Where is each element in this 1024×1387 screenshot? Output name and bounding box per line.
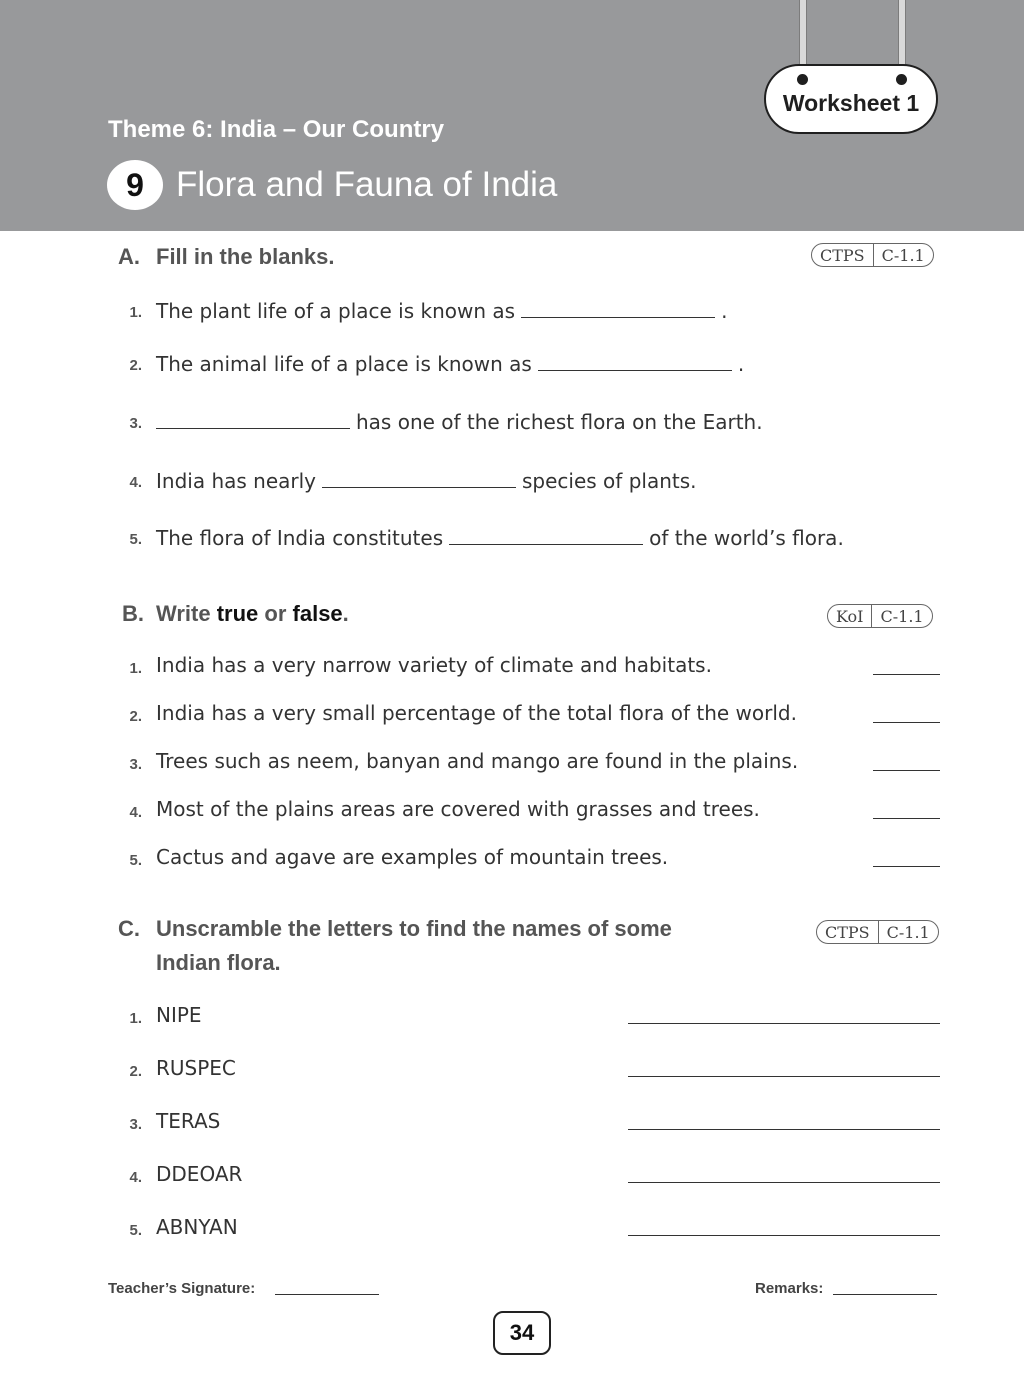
- question-text: has one of the richest flora on the Earth.: [356, 410, 763, 434]
- section-a-title: Fill in the blanks.: [156, 244, 335, 269]
- chapter-number: 9: [107, 160, 163, 210]
- answer-blank[interactable]: [873, 866, 940, 867]
- answer-blank[interactable]: [538, 350, 732, 371]
- title-keyword-false: false: [292, 601, 343, 626]
- title-part: .: [342, 601, 349, 626]
- answer-blank[interactable]: [628, 1235, 940, 1236]
- question-text: .: [721, 299, 728, 323]
- title-part: or: [258, 601, 293, 626]
- question-number: 4.: [129, 804, 142, 821]
- question-text: The animal life of a place is known as: [156, 352, 532, 376]
- fill-question: [156, 297, 727, 323]
- true-false-question: Most of the plains areas are covered with grasses and trees.: [156, 797, 760, 821]
- answer-blank[interactable]: [873, 770, 940, 771]
- question-number: 2.: [129, 357, 142, 374]
- answer-blank[interactable]: [322, 467, 516, 488]
- tag-skill: CTPS: [820, 245, 865, 265]
- question-number: 3.: [129, 415, 142, 432]
- section-c-tag: [816, 920, 939, 944]
- fill-question: [156, 467, 697, 493]
- tag-skill: KoI: [836, 606, 864, 626]
- tag-code: C-1.1: [878, 921, 938, 943]
- answer-blank[interactable]: [449, 524, 643, 545]
- tag-skill: CTPS: [825, 922, 870, 942]
- question-number: 1.: [129, 1010, 142, 1027]
- scrambled-word: DDEOAR: [156, 1162, 243, 1186]
- title-keyword-true: true: [216, 601, 259, 626]
- question-number: 1.: [129, 304, 142, 321]
- question-number: 3.: [129, 1116, 142, 1133]
- scrambled-word: TERAS: [156, 1109, 221, 1133]
- fill-question: [156, 408, 763, 434]
- question-number: 1.: [129, 660, 142, 677]
- section-c-title-line2: Indian flora.: [156, 950, 281, 975]
- question-number: 2.: [129, 1063, 142, 1080]
- answer-blank[interactable]: [628, 1182, 940, 1183]
- fill-question: [156, 524, 844, 550]
- question-number: 4.: [129, 1169, 142, 1186]
- question-text: The flora of India constitutes: [156, 526, 444, 550]
- answer-blank[interactable]: [873, 722, 940, 723]
- question-text: The plant life of a place is known as: [156, 299, 516, 323]
- question-number: 3.: [129, 756, 142, 773]
- remarks-line[interactable]: [833, 1294, 937, 1295]
- answer-blank[interactable]: [873, 674, 940, 675]
- remarks-label: Remarks:: [755, 1280, 824, 1297]
- fill-question: [156, 350, 744, 376]
- theme-title: Theme 6: India – Our Country: [108, 116, 445, 143]
- scrambled-word: ABNYAN: [156, 1215, 238, 1239]
- question-text: of the world’s flora.: [649, 526, 844, 550]
- section-c-title-line1: Unscramble the letters to find the names of some: [156, 916, 672, 941]
- answer-blank[interactable]: [873, 818, 940, 819]
- worksheet-badge: [764, 64, 938, 134]
- badge-hole-right: [894, 72, 909, 87]
- answer-blank[interactable]: [628, 1129, 940, 1130]
- section-b-tag: [827, 604, 933, 628]
- scrambled-word: NIPE: [156, 1003, 202, 1027]
- answer-blank[interactable]: [628, 1023, 940, 1024]
- question-text: .: [737, 352, 745, 376]
- true-false-question: Cactus and agave are examples of mountain trees.: [156, 845, 669, 869]
- badge-hole-left: [795, 72, 810, 87]
- true-false-question: Trees such as neem, banyan and mango are found in the plains.: [156, 749, 799, 773]
- question-text: species of plants.: [522, 469, 697, 493]
- question-number: 5.: [129, 852, 142, 869]
- tag-code: C-1.1: [873, 244, 933, 266]
- title-part: Write: [156, 601, 217, 626]
- true-false-question: India has a very narrow variety of climate and habitats.: [156, 653, 712, 677]
- question-number: 2.: [129, 708, 142, 725]
- question-number: 5.: [129, 1222, 142, 1239]
- worksheet-label: Worksheet 1: [782, 89, 920, 116]
- section-a-letter: A.: [118, 244, 140, 269]
- question-text: India has nearly: [156, 469, 316, 493]
- section-a-tag: [811, 243, 934, 267]
- answer-blank[interactable]: [521, 297, 715, 318]
- question-number: 5.: [129, 531, 142, 548]
- section-c-letter: C.: [118, 916, 140, 941]
- question-number: 4.: [129, 474, 142, 491]
- true-false-question: India has a very small percentage of the total flora of the world.: [156, 701, 797, 725]
- chapter-title: Flora and Fauna of India: [176, 165, 558, 204]
- teacher-signature-line[interactable]: [275, 1294, 379, 1295]
- section-b-letter: B.: [122, 601, 144, 626]
- teacher-signature-label: Teacher’s Signature:: [108, 1280, 256, 1297]
- page-number: 34: [493, 1311, 551, 1355]
- scrambled-word: RUSPEC: [156, 1056, 236, 1080]
- answer-blank[interactable]: [628, 1076, 940, 1077]
- section-b-title: [156, 601, 349, 627]
- tag-code: C-1.1: [871, 605, 931, 627]
- answer-blank[interactable]: [156, 408, 350, 429]
